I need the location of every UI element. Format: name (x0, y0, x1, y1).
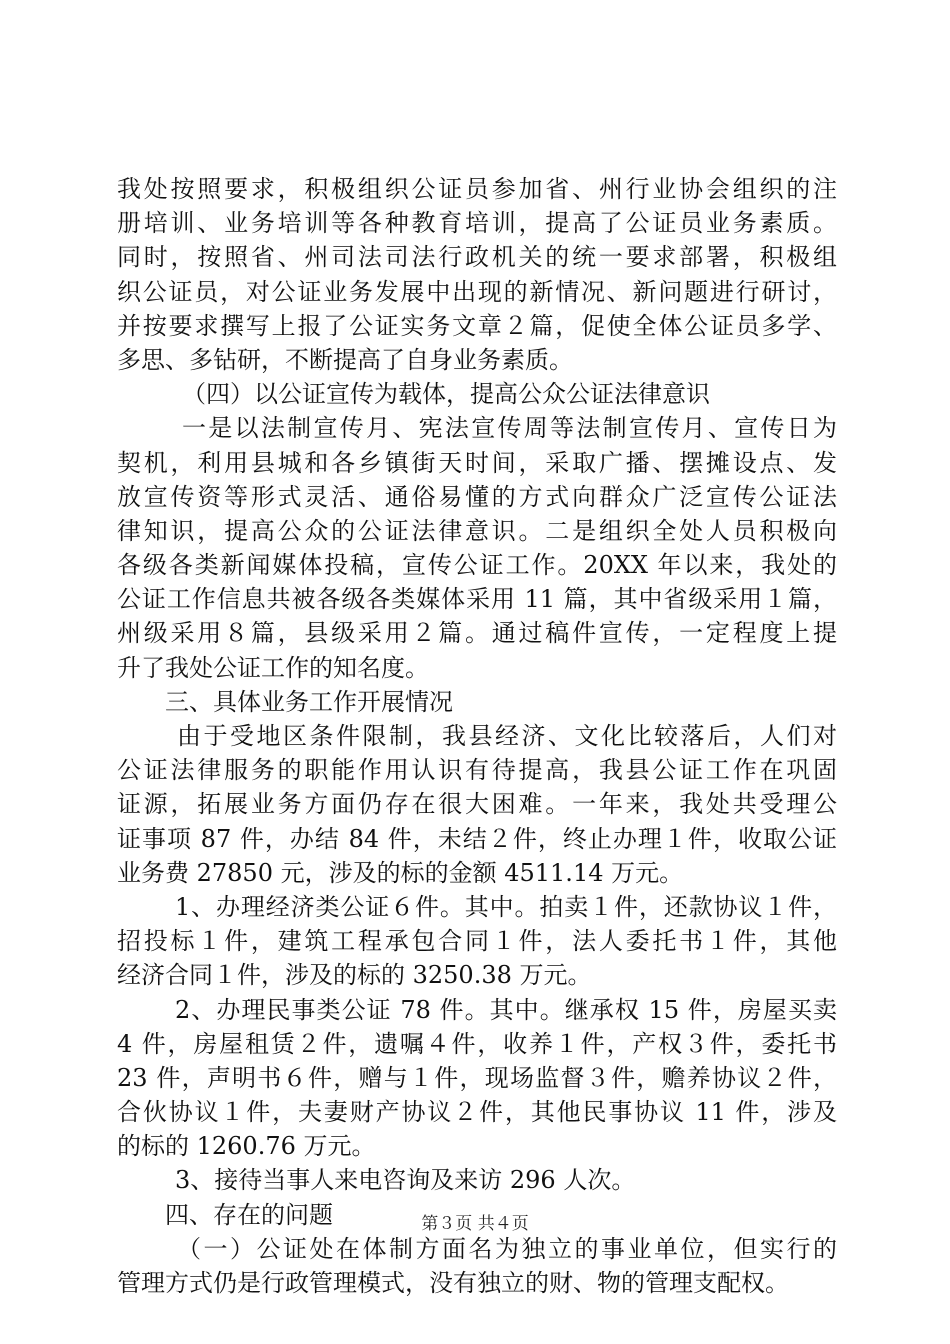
page-number-footer: 第３页 共４页 (421, 1214, 529, 1234)
text-line: 放宣传资等形式灵活、通俗易懂的方式向群众广泛宣传公证法 (117, 482, 837, 511)
text-line: 由于受地区条件限制，我县经济、文化比较落后，人们对 (177, 722, 837, 750)
text-line: 业务费 27850 元，涉及的标的金额 4511.14 万元。 (117, 858, 684, 887)
list-item: 1、办理经济类公证６件。其中。拍卖１件，还款协议１件， (175, 892, 837, 921)
text-line: 多思、多钻研，不断提高了自身业务素质。 (117, 345, 573, 374)
text-line: 公证工作信息共被各级各类媒体采用 11 篇，其中省级采用１篇， (117, 585, 837, 614)
text-line: 公证法律服务的职能作用认识有待提高，我县公证工作在巩固 (117, 756, 837, 785)
text-line: 经济合同１件，涉及的标的 3250.38 万元。 (117, 961, 592, 990)
text-line: 我处按照要求，积极组织公证员参加省、州行业协会组织的注 (117, 175, 837, 203)
text-line: 各级各类新闻媒体投稿，宣传公证工作。20XX 年以来，我处的 (117, 551, 837, 580)
text-line: 合伙协议１件，夫妻财产协议２件，其他民事协议 11 件，涉及 (117, 1098, 837, 1127)
document-body (117, 172, 837, 1300)
text-line: 4 件，房屋租赁２件，遗嘱４件，收养１件，产权３件，委托书 (117, 1029, 837, 1058)
text-line: 册培训、业务培训等各种教育培训，提高了公证员业务素质。 (117, 209, 837, 238)
text-line: 的标的 1260.76 万元。 (117, 1132, 376, 1161)
text-line: 律知识，提高公众的公证法律意识。二是组织全处人员积极向 (117, 516, 837, 545)
text-line: 契机，利用县城和各乡镇街天时间，采取广播、摆摊设点、发 (117, 448, 837, 477)
text-line: 证事项 87 件，办结 84 件，未结２件，终止办理１件，收取公证 (117, 824, 837, 853)
list-item: 3、接待当事人来电咨询及来访 296 人次。 (175, 1166, 636, 1195)
text-line: 升了我处公证工作的知名度。 (117, 653, 429, 682)
text-line: 一是以法制宣传月、宪法宣传周等法制宣传月、宣传日为 (182, 414, 837, 443)
text-line: 州级采用８篇，县级采用２篇。通过稿件宣传，一定程度上提 (117, 619, 837, 648)
section-heading: （四）以公证宣传为载体，提高公众公证法律意识 (182, 380, 710, 409)
text-line: 管理方式仍是行政管理模式，没有独立的财、物的管理支配权。 (117, 1269, 789, 1297)
section-heading: 三、具体业务工作开展情况 (165, 687, 453, 716)
text-line: 同时，按照省、州司法司法行政机关的统一要求部署，积极组 (117, 243, 837, 272)
section-heading: 四、存在的问题 (165, 1200, 333, 1229)
text-line: 23 件，声明书６件，赠与１件，现场监督３件，赡养协议２件， (117, 1063, 837, 1092)
list-item: 2、办理民事类公证 78 件。其中。继承权 15 件，房屋买卖 (175, 995, 837, 1024)
text-line: （一）公证处在体制方面名为独立的事业单位，但实行的 (177, 1234, 837, 1263)
text-line: 并按要求撰写上报了公证实务文章２篇，促使全体公证员多学、 (117, 311, 837, 340)
text-line: 织公证员，对公证业务发展中出现的新情况、新问题进行研讨， (117, 277, 837, 306)
text-line: 招投标１件，建筑工程承包合同１件，法人委托书１件，其他 (117, 927, 837, 956)
text-line: 证源，拓展业务方面仍存在很大困难。一年来，我处共受理公 (117, 790, 837, 819)
